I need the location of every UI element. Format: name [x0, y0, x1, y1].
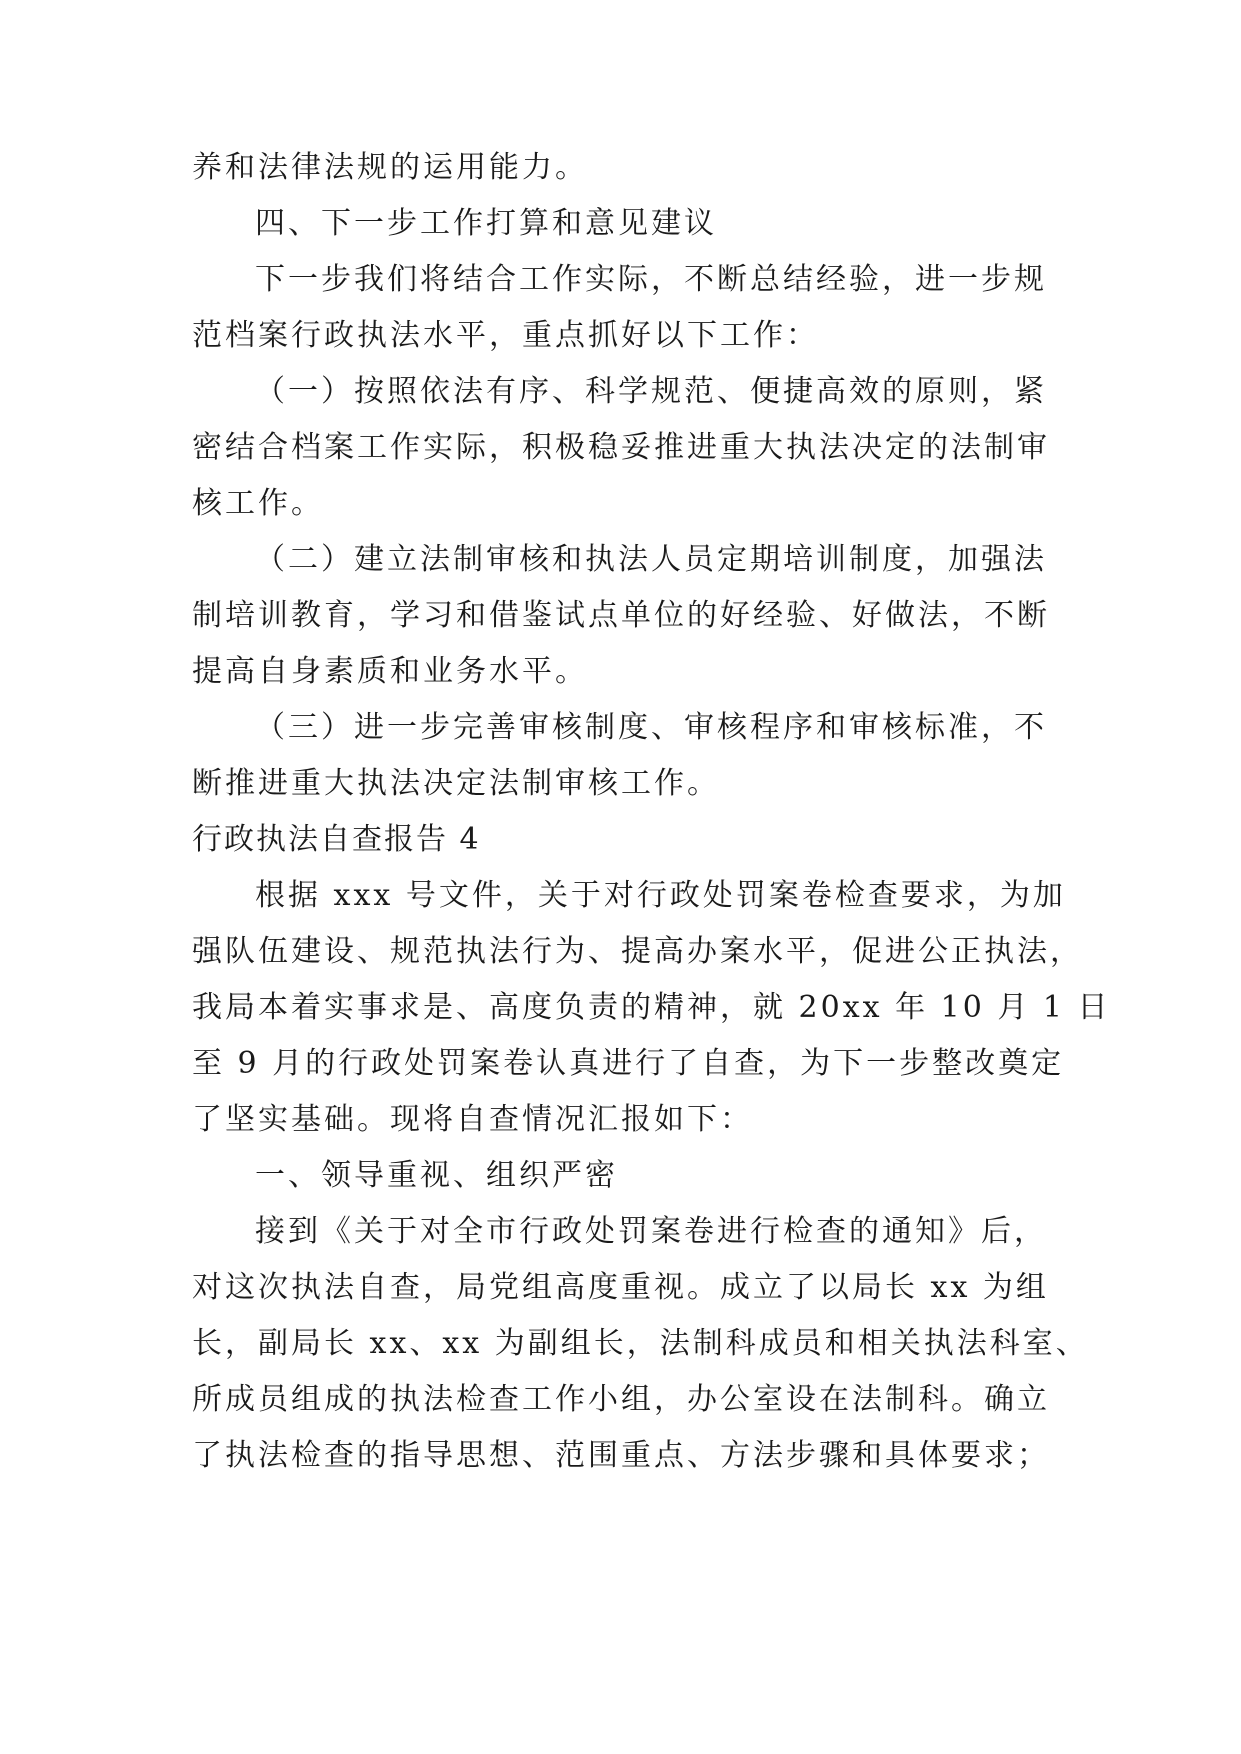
paragraph-line: 制培训教育，学习和借鉴试点单位的好经验、好做法，不断: [192, 598, 1050, 633]
list-item-line: （一）按照依法有序、科学规范、便捷高效的原则，紧: [255, 374, 1047, 409]
paragraph-line: 下一步我们将结合工作实际，不断总结经验，进一步规: [255, 262, 1047, 297]
paragraph-line: 断推进重大执法决定法制审核工作。: [192, 766, 720, 801]
list-item-line: （三）进一步完善审核制度、审核程序和审核标准，不: [255, 710, 1047, 745]
paragraph-line: 接到《关于对全市行政处罚案卷进行检查的通知》后，: [255, 1214, 1047, 1249]
report-title: 行政执法自查报告 4: [192, 822, 481, 857]
list-item-line: （二）建立法制审核和执法人员定期培训制度，加强法: [255, 542, 1047, 577]
paragraph-line: 养和法律法规的运用能力。: [192, 150, 588, 185]
paragraph-line: 对这次执法自查，局党组高度重视。成立了以局长 xx 为组: [192, 1270, 1049, 1305]
section-heading: 四、下一步工作打算和意见建议: [255, 206, 717, 241]
paragraph-line: 长，副局长 xx、xx 为副组长，法制科成员和相关执法科室、: [192, 1326, 1089, 1361]
paragraph-line: 范档案行政执法水平，重点抓好以下工作：: [192, 318, 819, 353]
paragraph-line: 核工作。: [192, 486, 324, 521]
paragraph-line: 所成员组成的执法检查工作小组，办公室设在法制科。确立: [192, 1382, 1050, 1417]
paragraph-line: 提高自身素质和业务水平。: [192, 654, 588, 689]
paragraph-line: 我局本着实事求是、高度负责的精神，就 20xx 年 10 月 1 日: [192, 990, 1111, 1025]
paragraph-line: 根据 xxx 号文件，关于对行政处罚案卷检查要求，为加: [255, 878, 1066, 913]
section-heading: 一、领导重视、组织严密: [255, 1158, 618, 1193]
paragraph-line: 了执法检查的指导思想、范围重点、方法步骤和具体要求；: [192, 1438, 1050, 1473]
paragraph-line: 至 9 月的行政处罚案卷认真进行了自查，为下一步整改奠定: [192, 1046, 1065, 1081]
paragraph-line: 强队伍建设、规范执法行为、提高办案水平，促进公正执法，: [192, 934, 1083, 969]
paragraph-line: 密结合档案工作实际，积极稳妥推进重大执法决定的法制审: [192, 430, 1050, 465]
paragraph-line: 了坚实基础。现将自查情况汇报如下：: [192, 1102, 753, 1137]
